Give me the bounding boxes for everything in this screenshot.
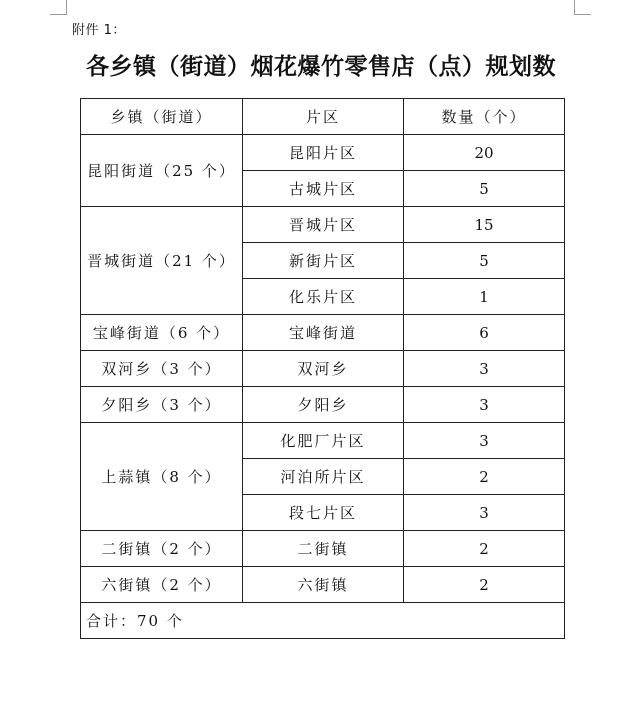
town-cell: 六街镇（2 个） — [81, 567, 243, 603]
attachment-label: 附件 1： — [72, 23, 126, 38]
count-cell: 3 — [404, 387, 565, 423]
count-cell: 5 — [404, 243, 565, 279]
area-cell: 二街镇 — [243, 531, 404, 567]
header-town: 乡镇（街道） — [81, 99, 243, 135]
table-row — [81, 387, 565, 423]
town-cell: 上蒜镇（8 个） — [81, 423, 243, 531]
count-cell: 3 — [404, 495, 565, 531]
count-cell: 3 — [404, 351, 565, 387]
table-row — [81, 315, 565, 351]
page-title: 各乡镇（街道）烟花爆竹零售店（点）规划数 — [86, 54, 556, 80]
table-row — [81, 423, 565, 459]
area-cell: 六街镇 — [243, 567, 404, 603]
table-row — [81, 567, 565, 603]
count-cell: 3 — [404, 423, 565, 459]
count-cell: 6 — [404, 315, 565, 351]
area-cell: 夕阳乡 — [243, 387, 404, 423]
town-cell: 昆阳街道（25 个） — [81, 135, 243, 207]
count-cell: 20 — [404, 135, 565, 171]
town-cell: 夕阳乡（3 个） — [81, 387, 243, 423]
area-cell: 化乐片区 — [243, 279, 404, 315]
table-row — [81, 531, 565, 567]
count-cell: 2 — [404, 459, 565, 495]
town-cell: 二街镇（2 个） — [81, 531, 243, 567]
town-cell: 双河乡（3 个） — [81, 351, 243, 387]
table-total-row — [81, 603, 565, 639]
area-cell: 晋城片区 — [243, 207, 404, 243]
plan-table — [80, 98, 565, 639]
count-cell: 5 — [404, 171, 565, 207]
count-cell: 1 — [404, 279, 565, 315]
area-cell: 双河乡 — [243, 351, 404, 387]
total-cell: 合计：70 个 — [81, 603, 565, 639]
table-row — [81, 351, 565, 387]
area-cell: 段七片区 — [243, 495, 404, 531]
town-cell: 晋城街道（21 个） — [81, 207, 243, 315]
header-count: 数量（个） — [404, 99, 565, 135]
town-cell: 宝峰街道（6 个） — [81, 315, 243, 351]
area-cell: 化肥厂片区 — [243, 423, 404, 459]
area-cell: 新街片区 — [243, 243, 404, 279]
area-cell: 古城片区 — [243, 171, 404, 207]
table-header-row — [81, 99, 565, 135]
crop-mark-right — [574, 0, 591, 15]
area-cell: 宝峰街道 — [243, 315, 404, 351]
count-cell: 15 — [404, 207, 565, 243]
table-row — [81, 135, 565, 171]
header-area: 片区 — [243, 99, 404, 135]
count-cell: 2 — [404, 567, 565, 603]
area-cell: 河泊所片区 — [243, 459, 404, 495]
count-cell: 2 — [404, 531, 565, 567]
area-cell: 昆阳片区 — [243, 135, 404, 171]
crop-mark-left — [50, 0, 67, 15]
table-row — [81, 207, 565, 243]
